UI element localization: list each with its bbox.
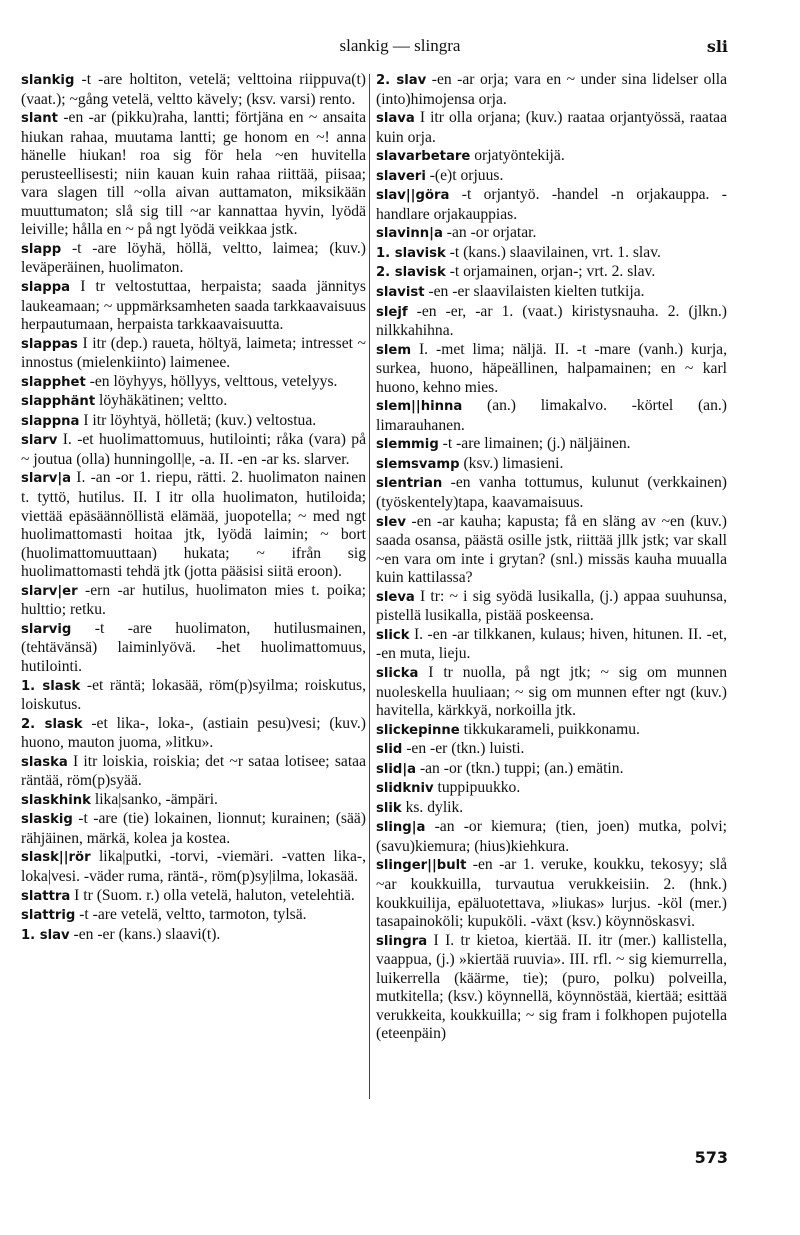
entry-headword: slattrig	[21, 908, 76, 924]
dictionary-entry	[376, 664, 727, 721]
dictionary-entry	[376, 167, 727, 187]
entry-headword: slev	[376, 514, 406, 530]
entry-headword: slemsvamp	[376, 456, 460, 472]
entry-definition: (an.) limakalvo. -körtel (an.) limarauhanen.	[376, 397, 727, 434]
entry-headword: slapphet	[21, 374, 86, 390]
dictionary-entry	[21, 335, 366, 373]
entry-definition: -en -er (tkn.) luisti.	[402, 740, 525, 758]
entry-headword: slick	[376, 627, 410, 643]
entry-definition: -en -er slaavilaisten kielten tutkija.	[424, 283, 645, 301]
dictionary-entry	[376, 303, 727, 341]
dictionary-entry	[376, 71, 727, 109]
dictionary-entry	[376, 626, 727, 664]
entry-definition: I itr löyhtyä, hölletä; (kuv.) veltostua.	[79, 411, 317, 429]
entry-definition: -t -are (tie) lokainen, lionnut; kurainen; (sää) rähjäinen, märkä, kolea ja kostea.	[21, 810, 366, 847]
entry-definition: ks. dylik.	[401, 798, 464, 816]
dictionary-entry	[376, 856, 727, 931]
entry-headword: slappna	[21, 413, 80, 429]
entry-definition: lika|sanko, -ämpäri.	[90, 790, 218, 808]
dictionary-entry	[376, 779, 727, 799]
dictionary-entry	[376, 455, 727, 475]
entry-headword: slaska	[21, 754, 68, 770]
entry-definition: -an -or kiemura; (tien, joen) mutka, polvi; (savu)kiemura; (hius)kiehkura.	[376, 818, 727, 855]
entry-headword: slavarbetare	[376, 149, 471, 165]
dictionary-entry	[21, 240, 366, 278]
dictionary-entry	[21, 926, 366, 946]
entry-headword: slavist	[376, 285, 425, 301]
dictionary-entry	[376, 263, 727, 283]
entry-headword: slarv|er	[21, 583, 78, 599]
entry-headword: slem||hinna	[376, 399, 463, 415]
left-column	[21, 71, 366, 945]
entry-definition: löyhäkätinen; veltto.	[95, 392, 228, 410]
guide-word: sli	[706, 37, 728, 56]
entry-definition: -et räntä; lokasää, röm(p)syilma; roiskutus, loiskutus.	[21, 676, 366, 714]
entry-definition: -en -ar (pikku)raha, lantti; förtjäna en ~ ansaita hiukan rahaa, muutama lantti; ge honom en ~! anna hänelle hiukan! roa sig för hela ~en huvitella perusteellisesti; niin kauan kuin rahaa riittää, piisaa; vara slagen till ~olla aivan auttamaton, miksikään muuttumaton; slå sig till ~ar kannattaa hyvin, lyödä leiville; hålla en ~ på ngt lyödä veikkaa jstk.	[21, 109, 366, 239]
dictionary-entry	[21, 887, 366, 907]
entry-headword: slav||göra	[376, 188, 450, 204]
entry-headword: sleva	[376, 589, 415, 605]
entry-headword: slappa	[21, 280, 71, 296]
entry-definition: -t orjamainen, orjan-; vrt. 2. slav.	[445, 263, 656, 281]
entry-headword: slemmig	[376, 437, 439, 453]
dictionary-entry	[21, 278, 366, 335]
entry-definition: -t -are löyhä, höllä, veltto, laimea; (kuv.) leväperäinen, huolimaton.	[21, 239, 366, 277]
entry-headword: slarv|a	[21, 471, 72, 487]
entry-headword: slickepinne	[376, 722, 460, 738]
entry-definition: I tr: ~ i sig syödä lusikalla, (j.) appaa suuhunsa, pistellä lusikalla, pistää poskeensa.	[376, 587, 727, 625]
entry-headword: slapphänt	[21, 394, 96, 410]
entry-definition: -an -or orjatar.	[442, 224, 537, 242]
dictionary-entry	[376, 186, 727, 224]
entry-headword: slavinn|a	[376, 226, 443, 242]
dictionary-entry	[21, 469, 366, 581]
dictionary-entry	[376, 109, 727, 147]
dictionary-entry	[376, 474, 727, 512]
dictionary-entry	[21, 109, 366, 240]
entry-definition: -t -are huolimaton, hutilusmainen, (tehtävänsä) laiminlyövä. -het huolimattomuus, hutilointi.	[21, 619, 366, 675]
page-number: 573	[694, 1148, 728, 1167]
entry-headword: 1. slav	[21, 927, 70, 943]
entry-headword: slattra	[21, 888, 71, 904]
entry-definition: tikkukarameli, puikkonamu.	[459, 720, 640, 738]
dictionary-entry	[376, 818, 727, 856]
entry-headword: slaskhink	[21, 792, 91, 808]
entry-definition: I. -an -or 1. riepu, rätti. 2. huolimaton nainen t. tyttö, hutilus. II. I itr olla huolimaton, hutiloida; viettää epäsäännöllistä elämää, juopotella; ~ med ngt huolimattomasti hoitaa jtk, lyödä laimin; ~ bort (huolimattomuuttaan) hukata; ~ ifrån sig huolimattomasti tehdä jtk (jotta pääsisi siitä eroon).	[21, 469, 366, 581]
dictionary-entry	[376, 588, 727, 626]
entry-headword: 2. slavisk	[376, 265, 446, 281]
entry-definition: -en -ar 1. veruke, koukku, tekosyy; slå ~ar koukkuilla, turvautua verukkeisiin. 2. (hnk.) koukkuilija, epäluotettava, »liukas» lurjus. -köl (mer.) tasapainoköli; kupuköli. -växt (ksv.) köynnöskasvi.	[376, 856, 727, 931]
entry-definition: I tr (Suom. r.) olla vetelä, haluton, vetelehtiä.	[70, 886, 355, 904]
entry-headword: slankig	[21, 73, 75, 88]
dictionary-entry	[21, 677, 366, 715]
column-divider	[369, 74, 370, 1099]
entry-headword: 1. slavisk	[376, 245, 446, 261]
entry-headword: sling|a	[376, 820, 426, 836]
dictionary-entry	[376, 283, 727, 303]
entry-headword: slask||rör	[21, 850, 91, 866]
entry-headword: slava	[376, 111, 415, 127]
entry-definition: I itr loiskia, roiskia; det ~r sataa lotisee; sataa räntää, röm(p)syää.	[21, 752, 366, 790]
entry-definition: -en -ar kauha; kapusta; få en släng av ~en (kuv.) saada osansa, päästä osille jstk, riittää jllk jstk; var skall ~en vara om inte i grytan? (snl.) missäs kauha muualla kuin kattilassa?	[376, 512, 727, 587]
dictionary-entry	[21, 373, 366, 393]
entry-headword: slid|a	[376, 761, 417, 777]
dictionary-entry	[21, 620, 366, 677]
entry-definition: -(e)t orjuus.	[425, 166, 504, 184]
dictionary-entry	[21, 412, 366, 432]
dictionary-entry	[21, 810, 366, 848]
entry-definition: -en löyhyys, höllyys, velttous, vetelyys.	[85, 372, 338, 390]
entry-headword: 2. slask	[21, 716, 83, 732]
dictionary-entry	[21, 71, 366, 109]
dictionary-entry	[376, 224, 727, 244]
dictionary-entry	[21, 753, 366, 791]
dictionary-entry	[376, 932, 727, 1044]
entry-definition: -en -er (kans.) slaavi(t).	[69, 925, 221, 943]
entry-definition: lika|putki, -torvi, -viemäri. -vatten lika-, loka|vesi. -väder ruma, räntä-, röm(p)sy|ilma, lokasää.	[21, 848, 366, 885]
dictionary-entry	[376, 435, 727, 455]
entry-definition: -t orjantyö. -handel -n orjakauppa. -handlare orjakauppias.	[376, 186, 727, 223]
entry-definition: -t -are vetelä, veltto, tarmoton, tylsä.	[75, 906, 307, 924]
entry-headword: slentrian	[376, 476, 443, 492]
entry-headword: slicka	[376, 665, 419, 681]
dictionary-entry	[21, 431, 366, 469]
dictionary-entry	[376, 341, 727, 398]
entry-headword: slid	[376, 742, 403, 758]
entry-definition: -t -are holtiton, vetelä; velttoina riippuva(t) (vaat.); ~gång vetelä, veltto kävely; (ksv. varsi) rento.	[21, 71, 366, 108]
dictionary-entry	[21, 906, 366, 926]
entry-definition: -an -or (tkn.) tuppi; (an.) emätin.	[416, 759, 624, 777]
entry-headword: slarvig	[21, 621, 72, 637]
dictionary-entry	[376, 397, 727, 435]
entry-definition: I tr nuolla, på ngt jtk; ~ sig om munnen nuoleskella huuliaan; ~ sig om munnen efter ngt (kuv.) havitella, kärkkyä, norkoilla jtk.	[376, 663, 727, 720]
dictionary-entry	[376, 244, 727, 264]
running-header: slankig — slingra	[339, 36, 461, 55]
dictionary-entry	[376, 147, 727, 167]
dictionary-entry	[376, 721, 727, 741]
entry-headword: slaskig	[21, 812, 73, 828]
entry-headword: slingra	[376, 933, 428, 949]
entry-definition: -en vanha tottumus, kulunut (verkkainen) (työskentely)tapa, kaavamaisuus.	[376, 474, 727, 512]
entry-headword: 2. slav	[376, 73, 427, 88]
entry-definition: I itr (dep.) raueta, höltyä, laimeta; intresset ~ innostus (mielenkiinto) laimenee.	[21, 334, 366, 372]
entry-definition: I. -met lima; näljä. II. -t -mare (vanh.) kurja, surkea, huono, häpeällinen, halpamainen; en ~ karl huono, kehno mies.	[376, 340, 727, 396]
dictionary-entry	[376, 740, 727, 760]
entry-headword: slaveri	[376, 168, 426, 184]
entry-headword: slidkniv	[376, 781, 434, 797]
entry-definition: orjatyöntekijä.	[470, 147, 565, 165]
entry-definition: I. -et huolimattomuus, hutilointi; råka (vara) på ~ joutua (olla) hunningoll|e, -a. II. -en -ar ks. slarver.	[21, 431, 366, 468]
entry-headword: slapp	[21, 241, 62, 257]
dictionary-entry	[376, 760, 727, 780]
dictionary-entry	[376, 799, 727, 819]
entry-definition: I I. tr kietoa, kiertää. II. itr (mer.) kallistella, vaappua, (j.) »kiertää ruuvia». III. rfl. ~ sig kiemurrella, luikerrella (käärme, tie); (puro, polku) polveilla, mutkitella; (ksv.) köynnellä, köynnöstää, kiertää; esittää verukkeita, koukkuilla; ~ sig fram i folkhopen pujotella (eteenpäin)	[376, 931, 727, 1043]
dictionary-entry	[376, 513, 727, 588]
dictionary-entry	[21, 715, 366, 753]
right-column	[376, 71, 727, 1044]
entry-definition: I. -en -ar tilkkanen, kulaus; hiven, hitunen. II. -et, -en muta, lieju.	[376, 625, 727, 663]
entry-headword: slejf	[376, 304, 408, 320]
entry-definition: tuppipuukko.	[433, 779, 521, 797]
entry-definition: -et lika-, loka-, (astiain pesu)vesi; (kuv.) huono, mauton juoma, »litku».	[21, 714, 366, 752]
dictionary-entry	[21, 582, 366, 620]
dictionary-entry	[21, 848, 366, 886]
entry-headword: slem	[376, 342, 412, 358]
entry-definition: -t -are limainen; (j.) näljäinen.	[438, 435, 631, 453]
entry-headword: 1. slask	[21, 678, 81, 694]
entry-headword: slappas	[21, 336, 78, 352]
entry-headword: slant	[21, 111, 58, 127]
entry-definition: I itr olla orjana; (kuv.) raataa orjantyössä, raataa kuin orja.	[376, 109, 727, 146]
entry-definition: I tr veltostuttaa, herpaista; saada jännitys laukeamaan; ~ uppmärksamheten saada tarkkaavaisuus herpautumaan, herpaista tarkkaavaisuutta.	[21, 278, 366, 334]
entry-definition: -t (kans.) slaavilainen, vrt. 1. slav.	[445, 243, 661, 261]
entry-definition: -en -er, -ar 1. (vaat.) kiristysnauha. 2. (jlkn.) nilkkahihna.	[376, 302, 727, 340]
dictionary-entry	[21, 791, 366, 811]
entry-definition: (ksv.) limasieni.	[459, 454, 564, 472]
entry-headword: slarv	[21, 433, 58, 449]
entry-headword: slik	[376, 800, 402, 816]
dictionary-entry	[21, 392, 366, 412]
entry-definition: -ern -ar hutilus, huolimaton mies t. poika; hulttio; retku.	[21, 581, 366, 619]
entry-headword: slinger||bult	[376, 858, 467, 874]
entry-definition: -en -ar orja; vara en ~ under sina lidelser olla (into)himojensa orja.	[376, 71, 727, 108]
